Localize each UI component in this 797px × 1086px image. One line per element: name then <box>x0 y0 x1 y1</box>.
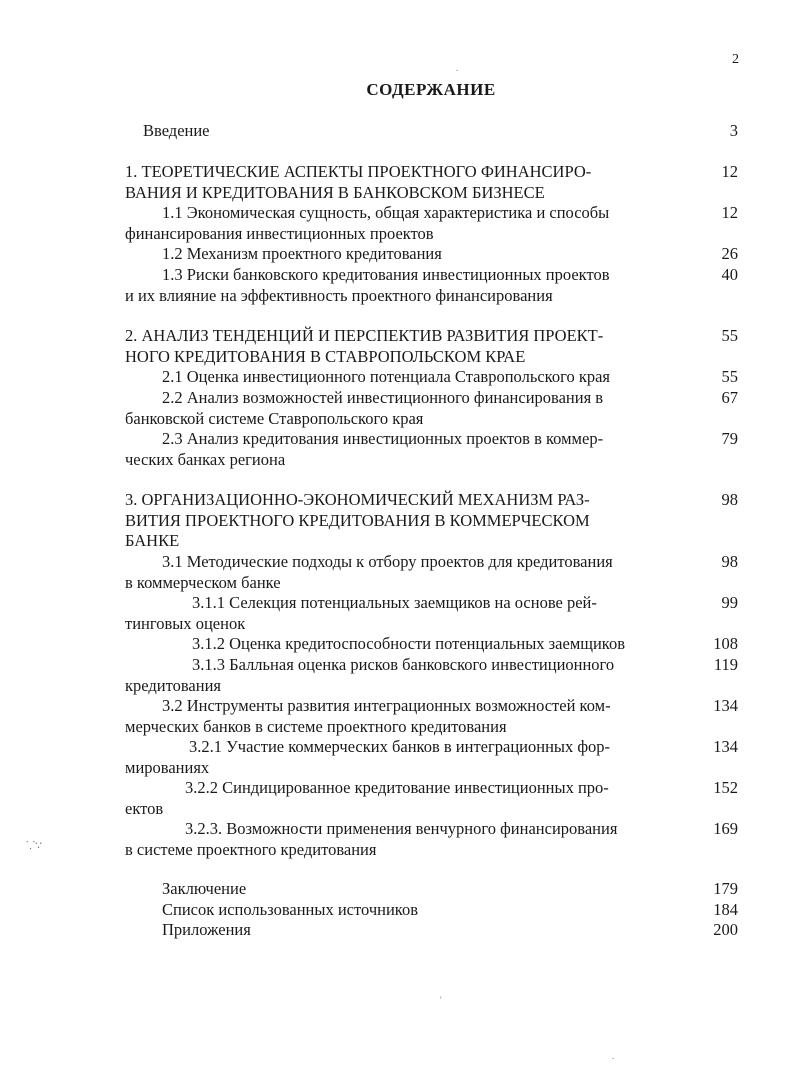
toc-entry-text: 2.3 Анализ кредитования инвестиционных проектов в коммер- <box>162 429 604 448</box>
toc-page-number: 79 <box>721 429 738 448</box>
toc-entry-text: НОГО КРЕДИТОВАНИЯ В СТАВРОПОЛЬСКОМ КРАЕ <box>125 346 526 366</box>
toc-entry-text: ектов <box>125 798 164 818</box>
toc-entry-text: 3.1.3 Балльная оценка рисков банковского инвестиционного <box>192 655 615 674</box>
toc-entry-text: в системе проектного кредитования <box>125 839 377 859</box>
toc-entry-section-3-1-2 <box>192 634 692 655</box>
toc-entry-section-2-1 <box>162 367 702 388</box>
toc-entry-section-1-2 <box>162 244 702 265</box>
toc-entry-text: 3.1 Методические подходы к отбору проектов для кредитования <box>162 552 613 571</box>
toc-page-number: 67 <box>721 388 738 407</box>
toc-entry-section-3-2-2 <box>125 778 665 819</box>
toc-entry-text: 1. ТЕОРЕТИЧЕСКИЕ АСПЕКТЫ ПРОЕКТНОГО ФИНАНСИРО- <box>125 162 592 181</box>
toc-page-number: 169 <box>713 819 738 838</box>
toc-entry-text: мерческих банков в системе проектного кредитования <box>125 716 507 736</box>
toc-entry-text: Список использованных источников <box>162 900 418 919</box>
toc-entry-text: в коммерческом банке <box>125 572 281 592</box>
toc-entry-section-3-1 <box>125 552 665 593</box>
page-number: 2 <box>732 52 739 67</box>
page-title: СОДЕРЖАНИЕ <box>366 80 496 99</box>
toc-entry-chapter-2 <box>125 326 665 367</box>
toc-entry-conclusion <box>162 879 702 900</box>
toc-entry-text: ВАНИЯ И КРЕДИТОВАНИЯ В БАНКОВСКОМ БИЗНЕСЕ <box>125 182 545 202</box>
toc-page-number: 134 <box>713 737 738 756</box>
toc-entry-text: 1.3 Риски банковского кредитования инвестиционных проектов <box>162 265 610 284</box>
toc-entry-text: 3.2.3. Возможности применения венчурного финансирования <box>185 819 618 838</box>
toc-entry-text: и их влияние на эффективность проектного финансирования <box>125 285 553 305</box>
toc-page-number: 26 <box>721 244 738 263</box>
toc-page-number: 98 <box>721 490 738 509</box>
toc-entry-text: кредитования <box>125 675 221 695</box>
toc-page-number: 12 <box>721 203 738 222</box>
toc-entry-text: ческих банках региона <box>125 449 286 469</box>
toc-entry-text: БАНКЕ <box>125 531 180 550</box>
toc-page-number: 108 <box>713 634 738 653</box>
toc-entry-text: 1.1 Экономическая сущность, общая характеристика и способы <box>162 203 610 222</box>
toc-entry-text: 3. ОРГАНИЗАЦИОННО-ЭКОНОМИЧЕСКИЙ МЕХАНИЗМ РАЗ- <box>125 490 590 509</box>
scan-speck: . <box>456 63 459 73</box>
toc-page-number: 134 <box>713 696 738 715</box>
toc-entry-chapter-1 <box>125 162 665 203</box>
toc-entry-references <box>162 900 702 921</box>
toc-page-number: 3 <box>729 121 738 140</box>
toc-entry-text: 2.1 Оценка инвестиционного потенциала Ставропольского края <box>162 367 611 386</box>
toc-entry-section-1-3 <box>125 265 665 306</box>
toc-entry-text: 3.1.1 Селекция потенциальных заемщиков на основе рей- <box>192 593 597 612</box>
toc-page-number: 12 <box>721 162 738 181</box>
toc-entry-section-3-2 <box>125 696 665 737</box>
toc-page-number: 200 <box>713 920 738 939</box>
toc-entry-text: 3.1.2 Оценка кредитоспособности потенциальных заемщиков <box>192 634 626 653</box>
toc-entry-text: 3.2 Инструменты развития интеграционных возможностей ком- <box>162 696 611 715</box>
toc-entry-text: 2. АНАЛИЗ ТЕНДЕНЦИЙ И ПЕРСПЕКТИВ РАЗВИТИЯ ПРОЕКТ- <box>125 326 604 345</box>
toc-entry-text: 2.2 Анализ возможностей инвестиционного финансирования в <box>162 388 604 407</box>
toc-entry-section-3-1-1 <box>125 593 665 634</box>
toc-entry-section-3-1-3 <box>125 655 665 696</box>
toc-entry-text: мированиях <box>125 757 210 777</box>
toc-page-number: 40 <box>721 265 738 284</box>
toc-entry-section-3-2-3 <box>125 819 665 860</box>
scan-speck: . <box>612 1051 615 1061</box>
toc-page-number: 55 <box>721 326 738 345</box>
toc-page-number: 119 <box>713 655 738 674</box>
toc-entry-appendices <box>162 920 702 941</box>
scan-speck: ' <box>440 995 442 1005</box>
toc-entry-text: Введение <box>143 121 210 140</box>
toc-entry-introduction <box>143 121 683 142</box>
toc-entry-text: банковской системе Ставропольского края <box>125 408 424 428</box>
toc-entry-text: тинговых оценок <box>125 613 246 633</box>
toc-page-number: 179 <box>713 879 738 898</box>
toc-entry-section-3-2-1 <box>125 737 665 778</box>
toc-entry-text: 1.2 Механизм проектного кредитования <box>162 244 442 263</box>
toc-entry-section-1-1 <box>125 203 665 244</box>
toc-entry-text: ВИТИЯ ПРОЕКТНОГО КРЕДИТОВАНИЯ В КОММЕРЧЕСКОМ <box>125 510 590 530</box>
toc-entry-chapter-3 <box>125 490 665 552</box>
toc-entry-section-2-3 <box>125 429 665 470</box>
toc-entry-text: финансирования инвестиционных проектов <box>125 223 434 243</box>
toc-page-number: 99 <box>721 593 738 612</box>
toc-entry-text: 3.2.2 Синдицированное кредитование инвестиционных про- <box>185 778 609 797</box>
scan-speck: ⸪∵ <box>26 840 43 852</box>
toc-entry-text: 3.2.1 Участие коммерческих банков в интеграционных фор- <box>189 737 611 756</box>
toc-page-number: 98 <box>721 552 738 571</box>
toc-entry-text: Заключение <box>162 879 247 898</box>
toc-page-number: 184 <box>713 900 738 919</box>
toc-page-number: 55 <box>721 367 738 386</box>
toc-page-number: 152 <box>713 778 738 797</box>
toc-entry-text: Приложения <box>162 920 251 939</box>
toc-entry-section-2-2 <box>125 388 665 429</box>
